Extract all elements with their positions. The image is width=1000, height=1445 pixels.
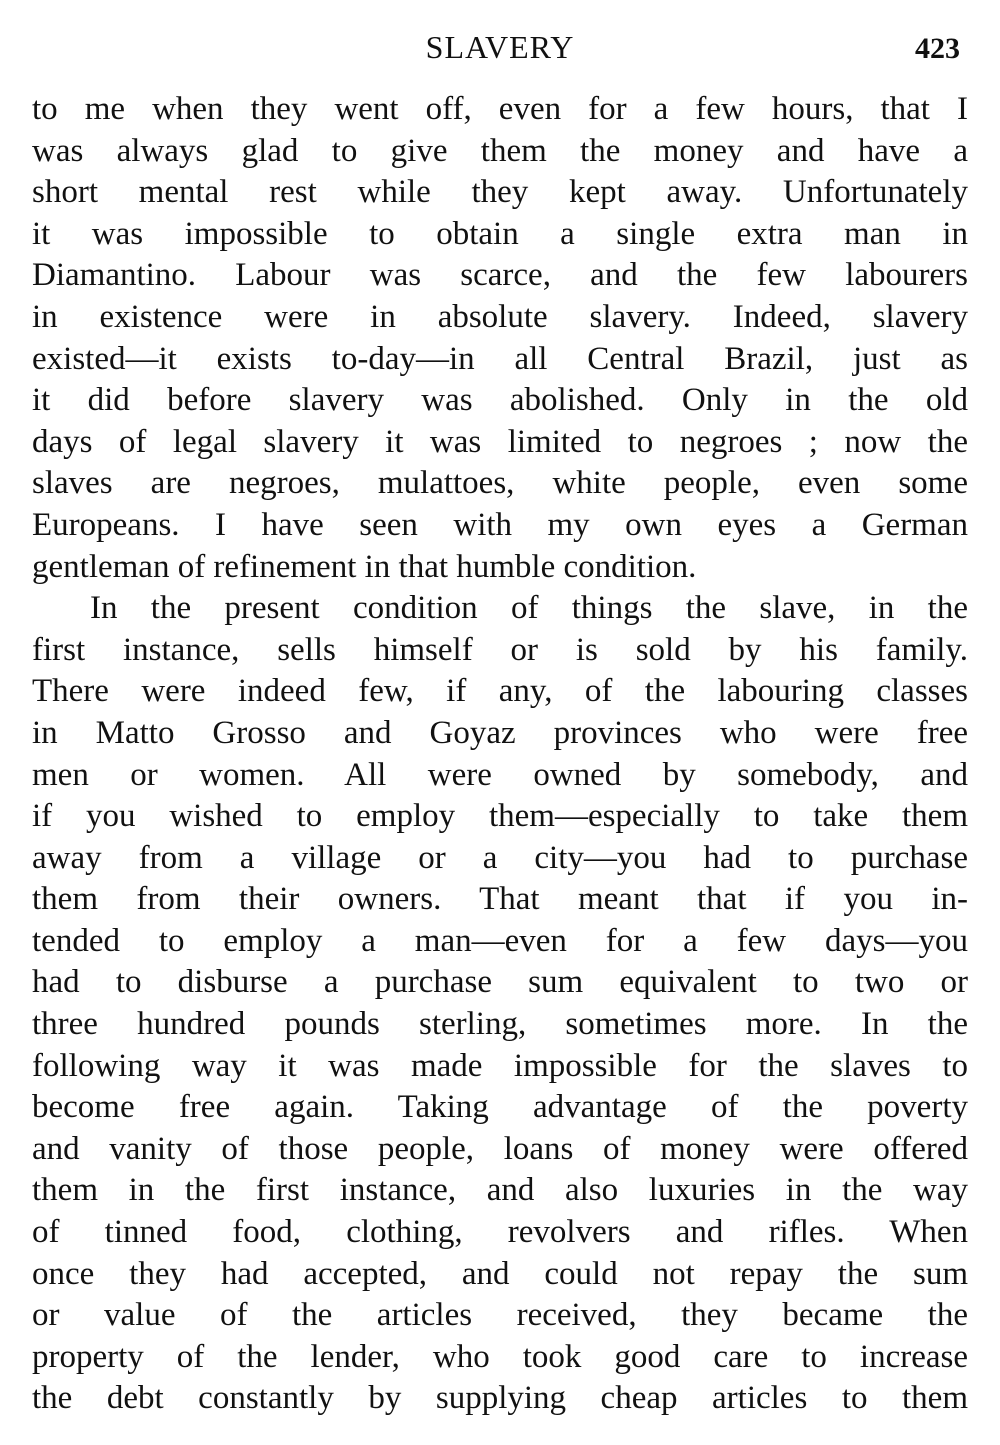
text-line: gentleman of refinement in that humble condition. [32, 548, 697, 585]
text-line: tended to employ a man—even for a few days—you [32, 922, 968, 959]
text-line: in existence were in absolute slavery. Indeed, slavery [32, 298, 968, 335]
text-line: in Matto Grosso and Goyaz provinces who were free [32, 714, 968, 751]
running-title: SLAVERY [425, 29, 575, 65]
text-line: There were indeed few, if any, of the labouring classes [32, 673, 968, 710]
text-line: In the present condition of things the slave, in the [90, 590, 968, 627]
text-line: or value of the articles received, they became the [32, 1297, 968, 1334]
text-line: of tinned food, clothing, revolvers and rifles. When [32, 1214, 968, 1251]
text-line: slaves are negroes, mulattoes, white people, even some [32, 465, 968, 502]
text-line: Diamantino. Labour was scarce, and the few labourers [32, 257, 968, 294]
text-line: following way it was made impossible for the slaves to [32, 1047, 968, 1084]
text-line: it did before slavery was abolished. Only in the old [32, 382, 968, 419]
book-page [32, 0, 968, 1445]
text-line: once they had accepted, and could not repay the sum [32, 1255, 968, 1292]
text-line: if you wished to employ them—especially to take them [32, 798, 968, 835]
text-line: had to disburse a purchase sum equivalent to two or [32, 964, 968, 1001]
text-line: Europeans. I have seen with my own eyes a German [32, 506, 968, 543]
text-line: and vanity of those people, loans of money were offered [32, 1130, 968, 1167]
text-line: three hundred pounds sterling, sometimes more. In the [32, 1006, 968, 1043]
text-line: short mental rest while they kept away. Unfortunately [32, 174, 968, 211]
text-line: become free again. Taking advantage of the poverty [32, 1089, 968, 1126]
text-line: existed—it exists to-day—in all Central Brazil, just as [32, 340, 968, 377]
running-head [32, 22, 968, 72]
text-line: was always glad to give them the money and have a [32, 132, 968, 169]
text-line: days of legal slavery it was limited to negroes ; now the [32, 423, 968, 460]
text-line: them in the first instance, and also luxuries in the way [32, 1172, 968, 1209]
text-line: the debt constantly by supplying cheap articles to them [32, 1380, 968, 1417]
text-line: men or women. All were owned by somebody, and [32, 756, 968, 793]
body-text [32, 89, 968, 1420]
text-line: them from their owners. That meant that if you in- [32, 881, 968, 918]
text-line: it was impossible to obtain a single extra man in [32, 215, 968, 252]
text-line: property of the lender, who took good care to increase [32, 1338, 968, 1375]
text-line: away from a village or a city—you had to purchase [32, 839, 968, 876]
text-line: first instance, sells himself or is sold by his family. [32, 631, 968, 668]
text-line: to me when they went off, even for a few hours, that I [32, 91, 968, 127]
page-number: 423 [915, 32, 960, 65]
